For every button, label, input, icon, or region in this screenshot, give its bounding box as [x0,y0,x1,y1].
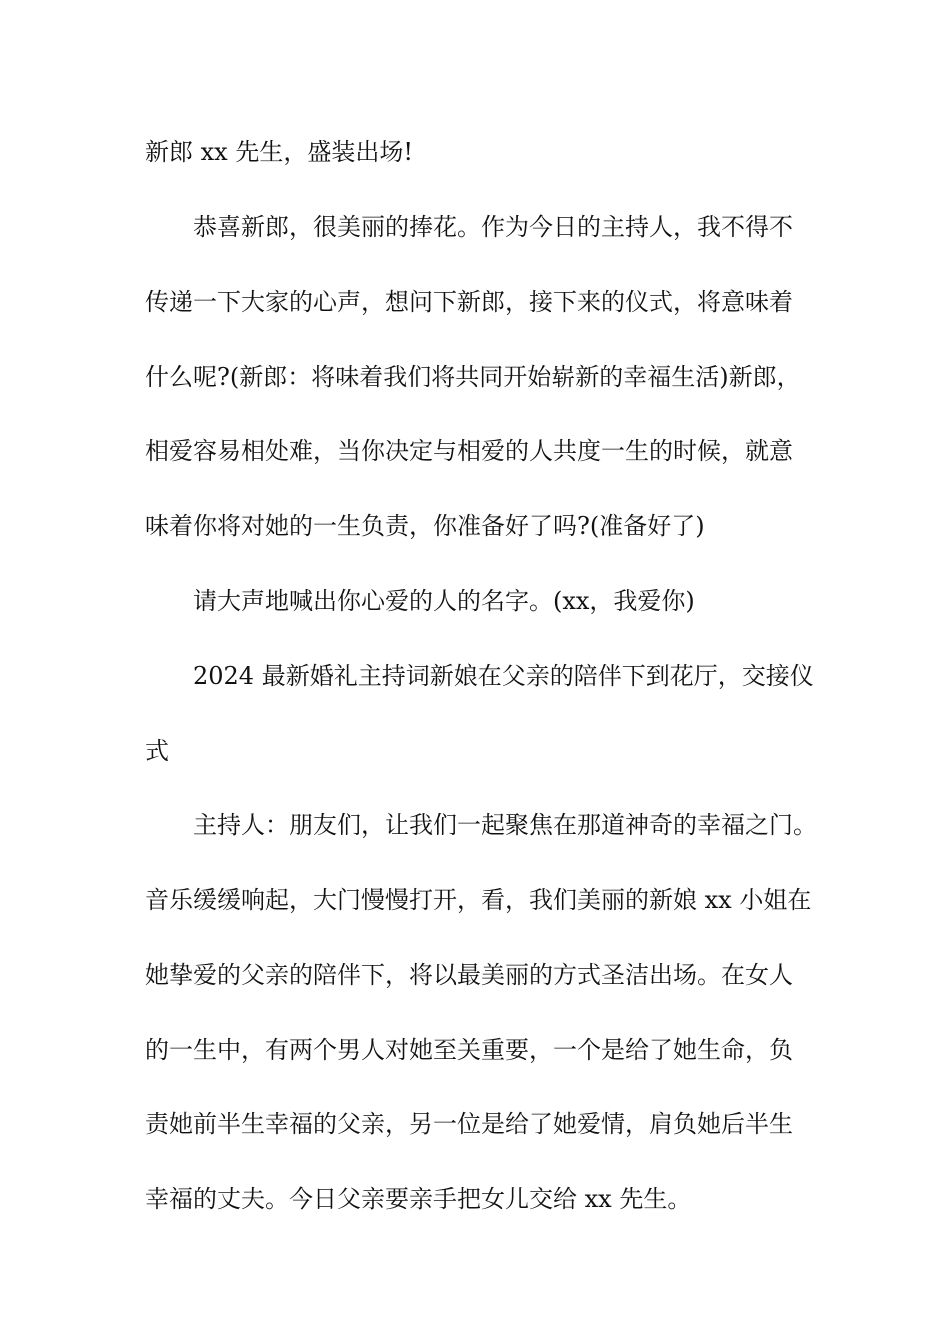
text-line-1: 新郎 xx 先生，盛装出场! [145,138,413,166]
text-line-3: 传递一下大家的心声，想问下新郎，接下来的仪式，将意味着 [145,288,793,316]
text-line-5: 相爱容易相处难，当你决定与相爱的人共度一生的时候，就意 [145,437,793,465]
text-line-15: 幸福的丈夫。今日父亲要亲手把女儿交给 xx 先生。 [145,1185,692,1213]
paragraph-start-line-2: 恭喜新郎，很美丽的捧花。作为今日的主持人，我不得不 [193,213,793,241]
paragraph-start-line-10: 主持人：朋友们，让我们一起聚焦在那道神奇的幸福之门。 [193,811,817,839]
paragraph-start-line-7: 请大声地喊出你心爱的人的名字。(xx，我爱你) [193,587,695,615]
text-line-14: 责她前半生幸福的父亲，另一位是给了她爱情，肩负她后半生 [145,1110,793,1138]
text-line-11: 音乐缓缓响起，大门慢慢打开，看，我们美丽的新娘 xx 小姐在 [145,886,812,914]
text-line-6: 味着你将对她的一生负责，你准备好了吗?(准备好了) [145,512,705,540]
text-line-12: 她挚爱的父亲的陪伴下，将以最美丽的方式圣洁出场。在女人 [145,961,793,989]
paragraph-start-line-8: 2024 最新婚礼主持词新娘在父亲的陪伴下到花厅，交接仪 [193,662,814,690]
text-line-13: 的一生中，有两个男人对她至关重要，一个是给了她生命，负 [145,1036,793,1064]
text-line-4: 什么呢?(新郎：将味着我们将共同开始崭新的幸福生活)新郎， [145,363,801,391]
text-line-9: 式 [145,737,169,765]
